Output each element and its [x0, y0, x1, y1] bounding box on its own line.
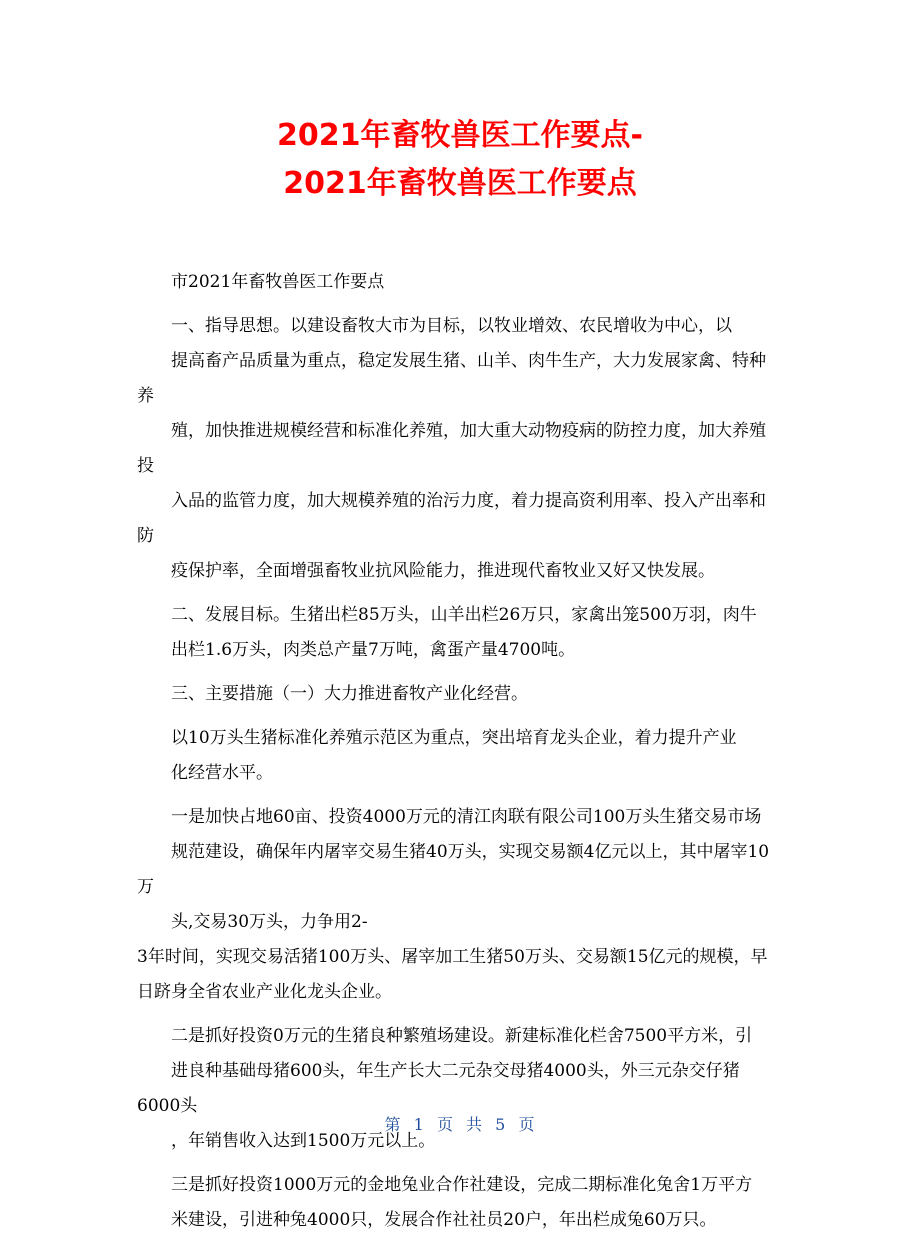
paragraph — [137, 1168, 782, 1238]
paragraph — [137, 721, 782, 791]
paragraph-line: 市2021年畜牧兽医工作要点 — [171, 272, 385, 292]
paragraph — [137, 677, 782, 712]
paragraph — [137, 800, 782, 940]
paragraph-line: 三是抓好投资1000万元的金地兔业合作社建设，完成二期标准化兔舍1万平方 — [171, 1175, 753, 1195]
paragraph-line: 殖，加快推进规模经营和标准化养殖，加大重大动物疫病的防控力度，加大养殖投 — [137, 421, 766, 476]
paragraph-line: 化经营水平。 — [171, 763, 273, 783]
paragraph-line: 三、主要措施（一）大力推进畜牧产业化经营。 — [171, 684, 528, 704]
paragraph — [137, 1019, 782, 1159]
paragraph-line: 日跻身全省农业产业化龙头企业。 — [137, 982, 392, 1002]
paragraph-line: 二是抓好投资0万元的生猪良种繁殖场建设。新建标准化栏舍7500平方米，引 — [171, 1026, 753, 1046]
footer-page-number: 1 — [413, 1115, 425, 1134]
page-footer — [0, 1112, 920, 1135]
document-body — [137, 265, 782, 1247]
paragraph-line: 出栏1.6万头，肉类总产量7万吨，禽蛋产量4700吨。 — [171, 640, 576, 660]
paragraph-line: ，年销售收入达到1500万元以上。 — [171, 1131, 436, 1151]
paragraph-line: 以10万头生猪标准化养殖示范区为重点，突出培育龙头企业，着力提升产业 — [171, 728, 737, 748]
document-title — [0, 112, 920, 208]
paragraph-line: 二、发展目标。生猪出栏85万头，山羊出栏26万只，家禽出笼500万羽，肉牛 — [171, 605, 757, 625]
paragraph — [137, 940, 782, 1010]
paragraph — [137, 265, 782, 300]
paragraph-line: 3年时间，实现交易活猪100万头、屠宰加工生猪50万头、交易额15亿元的规模，早 — [137, 947, 768, 967]
paragraph — [137, 309, 782, 589]
footer-total-pages: 5 — [495, 1115, 507, 1134]
paragraph-line: 规范建设，确保年内屠宰交易生猪40万头，实现交易额4亿元以上，其中屠宰10万 — [137, 842, 770, 897]
title-line-1: 2021年畜牧兽医工作要点- — [277, 118, 643, 153]
paragraph-line: 米建设，引进种兔4000只，发展合作社社员20户，年出栏成兔60万只。 — [171, 1210, 717, 1230]
paragraph-line: 入品的监管力度，加大规模养殖的治污力度，着力提高资利用率、投入产出率和防 — [137, 491, 766, 546]
paragraph-line: 头,交易30万头，力争用2- — [171, 912, 368, 932]
paragraph-line: 一是加快占地60亩、投资4000万元的清江肉联有限公司100万头生猪交易市场 — [171, 807, 762, 827]
paragraph-line: 进良种基础母猪600头，年生产长大二元杂交母猪4000头，外三元杂交仔猪6000头 — [137, 1061, 740, 1116]
paragraph-line: 疫保护率，全面增强畜牧业抗风险能力，推进现代畜牧业又好又快发展。 — [171, 561, 715, 581]
footer-label-page: 第 — [384, 1115, 402, 1134]
footer-label-page-unit: 页 — [436, 1115, 454, 1134]
footer-label-total: 共 — [466, 1115, 484, 1134]
paragraph — [137, 598, 782, 668]
footer-label-total-unit: 页 — [518, 1115, 536, 1134]
paragraph-line: 一、指导思想。以建设畜牧大市为目标，以牧业增效、农民增收为中心，以 — [171, 316, 732, 336]
title-line-2: 2021年畜牧兽医工作要点 — [283, 166, 637, 201]
paragraph-line: 提高畜产品质量为重点，稳定发展生猪、山羊、肉牛生产，大力发展家禽、特种养 — [137, 351, 766, 406]
